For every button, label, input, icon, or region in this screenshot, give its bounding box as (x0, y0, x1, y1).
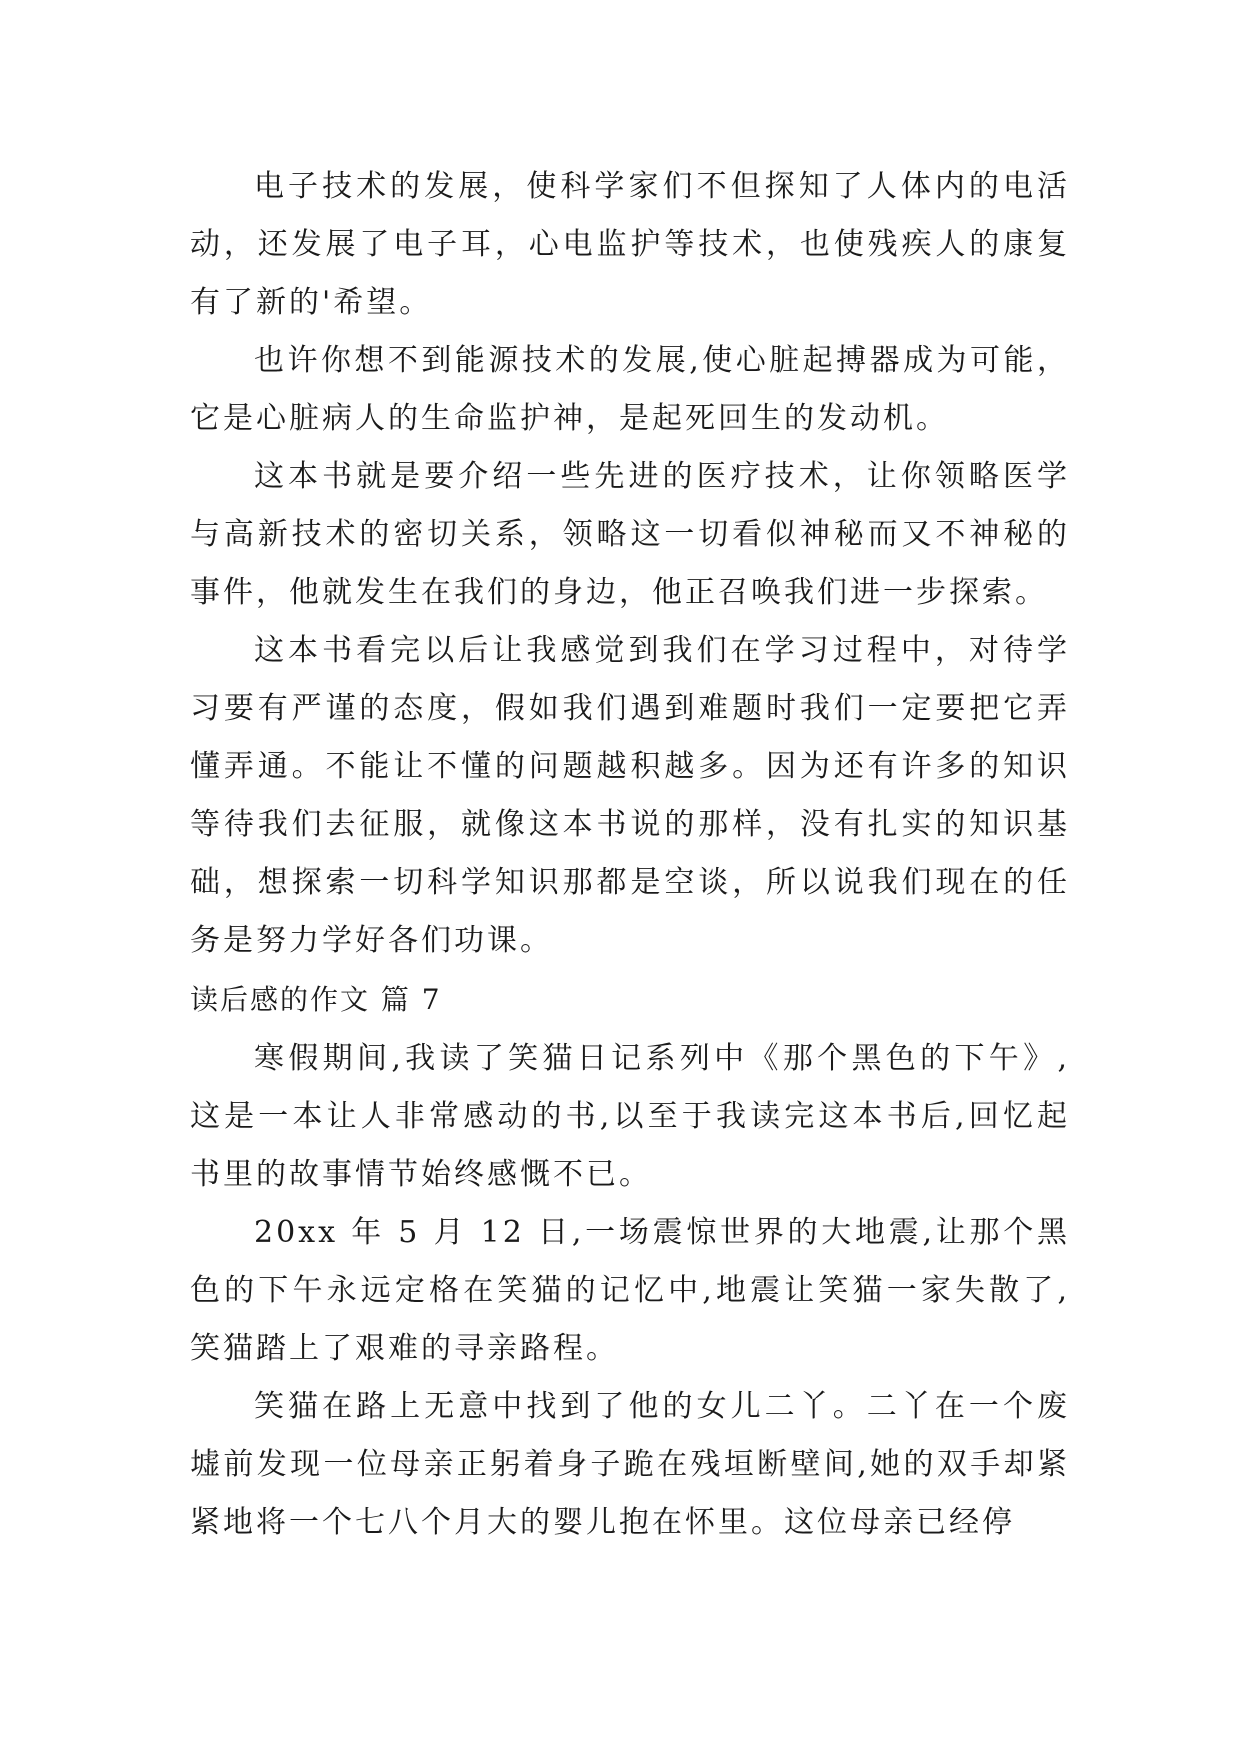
paragraph: 笑猫在路上无意中找到了他的女儿二丫。二丫在一个废墟前发现一位母亲正躬着身子跪在残垣断壁间,她的双手却紧紧地将一个七八个月大的婴儿抱在怀里。这位母亲已经停 (190, 1389, 1070, 1540)
paragraph: 也许你想不到能源技术的发展,使心脏起搏器成为可能，它是心脏病人的生命监护神，是起死回生的发动机。 (190, 343, 1070, 436)
paragraph: 寒假期间,我读了笑猫日记系列中《那个黑色的下午》,这是一本让人非常感动的书,以至于我读完这本书后,回忆起书里的故事情节始终感慨不已。 (190, 1041, 1070, 1192)
paragraph: 这本书就是要介绍一些先进的医疗技术，让你领略医学与高新技术的密切关系，领略这一切看似神秘而又不神秘的事件，他就发生在我们的身边，他正召唤我们进一步探索。 (190, 459, 1070, 610)
paragraph: 电子技术的发展，使科学家们不但探知了人体内的电活动，还发展了电子耳，心电监护等技术，也使残疾人的康复有了新的'希望。 (190, 169, 1070, 320)
paragraph: 20xx 年 5 月 12 日,一场震惊世界的大地震,让那个黑色的下午永远定格在笑猫的记忆中,地震让笑猫一家失散了,笑猫踏上了艰难的寻亲路程。 (190, 1215, 1070, 1366)
section-heading: 读后感的作文 篇 7 (190, 983, 442, 1016)
document-page (190, 158, 1070, 1552)
paragraph: 这本书看完以后让我感觉到我们在学习过程中，对待学习要有严谨的态度，假如我们遇到难题时我们一定要把它弄懂弄通。不能让不懂的问题越积越多。因为还有许多的知识等待我们去征服，就像这本书说的那样，没有扎实的知识基础，想探索一切科学知识那都是空谈，所以说我们现在的任务是努力学好各们功课。 (190, 633, 1070, 958)
